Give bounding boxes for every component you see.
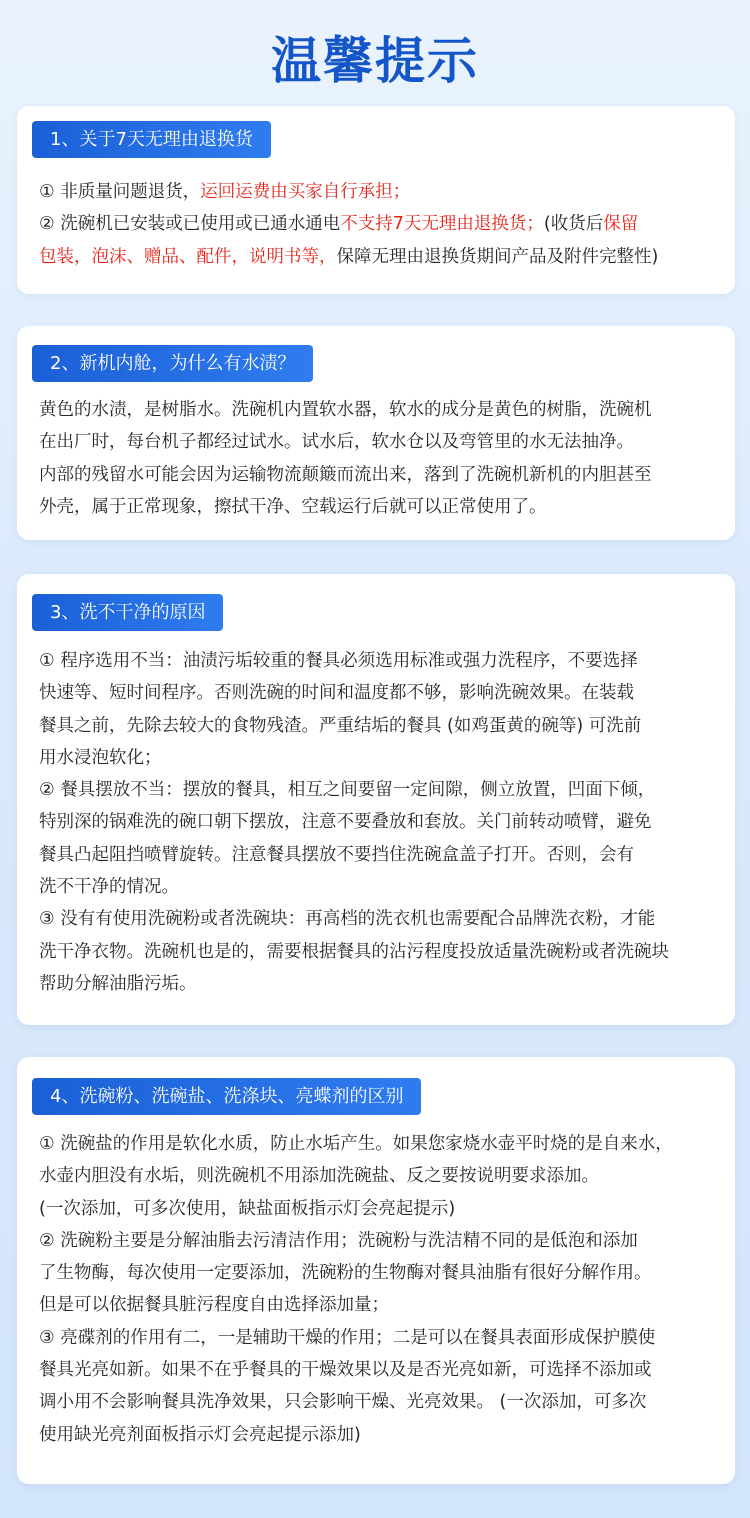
page-title: 温馨提示 bbox=[271, 32, 479, 90]
text-line bbox=[39, 645, 725, 677]
text-line bbox=[39, 968, 725, 1000]
section-body bbox=[39, 176, 725, 273]
section-body bbox=[39, 394, 725, 523]
highlight-text: 保留 bbox=[603, 214, 639, 235]
body-text: (一次添加，可多次使用，缺盐面板指示灯会亮起提示) bbox=[39, 1198, 456, 1219]
body-text: 外壳，属于正常现象，擦拭干净、空载运行后就可以正常使用了。 bbox=[39, 496, 547, 517]
section-body bbox=[39, 1128, 725, 1451]
body-text: 但是可以依据餐具脏污程度自由选择添加量； bbox=[39, 1295, 389, 1316]
text-line bbox=[39, 903, 725, 935]
body-text: ③ 没有有使用洗碗粉或者洗碗块：再高档的洗衣机也需要配合品牌洗衣粉，才能 bbox=[39, 909, 656, 930]
body-text: ② 洗碗粉主要是分解油脂去污清洁作用；洗碗粉与洗洁精不同的是低泡和添加 bbox=[39, 1230, 638, 1251]
text-line bbox=[39, 742, 725, 774]
body-text: 使用缺光亮剂面板指示灯会亮起提示添加) bbox=[39, 1424, 361, 1445]
body-text: 快速等、短时间程序。否则洗碗的时间和温度都不够，影响洗碗效果。在装载 bbox=[39, 683, 634, 704]
body-text: 了生物酶，每次使用一定要添加，洗碗粉的生物酶对餐具油脂有很好分解作用。 bbox=[39, 1263, 652, 1284]
section-card-water-stains bbox=[17, 326, 735, 540]
body-text: ① 程序选用不当：油渍污垢较重的餐具必须选用标准或强力洗程序，不要选择 bbox=[39, 651, 638, 671]
section-heading: 2、新机内舱，为什么有水渍？ bbox=[32, 345, 313, 382]
text-line bbox=[39, 710, 725, 742]
text-line bbox=[39, 1128, 725, 1160]
body-text: (收货后 bbox=[543, 214, 604, 235]
body-text: 餐具光亮如新。如果不在乎餐具的干燥效果以及是否光亮如新，可选择不添加或 bbox=[39, 1360, 652, 1381]
text-line bbox=[39, 1225, 725, 1257]
body-text: ② 餐具摆放不当：摆放的餐具，相互之间要留一定间隙，侧立放置，凹面下倾， bbox=[39, 780, 656, 801]
highlight-text: 不支持7天无理由退换货； bbox=[340, 214, 544, 235]
text-line bbox=[39, 1289, 725, 1321]
body-text: 用水浸泡软化； bbox=[39, 747, 162, 768]
text-line bbox=[39, 208, 725, 240]
text-line bbox=[39, 1354, 725, 1386]
text-line bbox=[39, 1193, 725, 1225]
section-heading: 3、洗不干净的原因 bbox=[32, 594, 223, 631]
text-line bbox=[39, 426, 725, 458]
body-text: 水壶内胆没有水垢，则洗碗机不用添加洗碗盐、反之要按说明要求添加。 bbox=[39, 1166, 599, 1187]
body-text: 黄色的水渍，是树脂水。洗碗机内置软水器，软水的成分是黄色的树脂，洗碗机 bbox=[39, 400, 652, 420]
text-line bbox=[39, 806, 725, 838]
section-card-unclean-reasons bbox=[17, 574, 735, 1025]
section-card-detergent-differences bbox=[17, 1057, 735, 1484]
body-text: ① 洗碗盐的作用是软化水质，防止水垢产生。如果您家烧水壶平时烧的是自来水， bbox=[39, 1134, 673, 1154]
body-text: ① 非质量问题退货， bbox=[39, 182, 201, 202]
text-line bbox=[39, 774, 725, 806]
text-line bbox=[39, 241, 725, 273]
section-heading: 4、洗碗粉、洗碗盐、洗涤块、亮蝶剂的区别 bbox=[32, 1078, 421, 1115]
text-line bbox=[39, 1322, 725, 1354]
body-text: 洗干净衣物。洗碗机也是的，需要根据餐具的沾污程度投放适量洗碗粉或者洗碗块 bbox=[39, 941, 669, 962]
body-text: 餐具之前，先除去较大的食物残渣。严重结垢的餐具 (如鸡蛋黄的碗等) 可洗前 bbox=[39, 715, 642, 736]
body-text: 在出厂时，每台机子都经过试水。试水后，软水仓以及弯管里的水无法抽净。 bbox=[39, 432, 634, 453]
body-text: 调小用不会影响餐具洗净效果，只会影响干燥、光亮效果。 (一次添加，可多次 bbox=[39, 1392, 647, 1413]
text-line bbox=[39, 1257, 725, 1289]
text-line bbox=[39, 1160, 725, 1192]
section-body bbox=[39, 645, 725, 1000]
text-line bbox=[39, 871, 725, 903]
body-text: ② 洗碗机已安装或已使用或已通水通电 bbox=[39, 214, 341, 235]
text-line bbox=[39, 677, 725, 709]
text-line bbox=[39, 394, 725, 426]
text-line bbox=[39, 839, 725, 871]
section-heading: 1、关于7天无理由退换货 bbox=[32, 121, 271, 158]
text-line bbox=[39, 176, 725, 208]
text-line bbox=[39, 1386, 725, 1418]
body-text: 洗不干净的情况。 bbox=[39, 877, 179, 898]
text-line bbox=[39, 459, 725, 491]
text-line bbox=[39, 491, 725, 523]
body-text: 餐具凸起阻挡喷臂旋转。注意餐具摆放不要挡住洗碗盒盖子打开。否则，会有 bbox=[39, 844, 634, 865]
highlight-text: 包装，泡沫、赠品、配件，说明书等， bbox=[39, 246, 337, 267]
text-line bbox=[39, 1419, 725, 1451]
body-text: 保障无理由退换货期间产品及附件完整性) bbox=[336, 246, 659, 267]
body-text: ③ 亮碟剂的作用有二，一是辅助干燥的作用；二是可以在餐具表面形成保护膜使 bbox=[39, 1327, 656, 1348]
body-text: 特别深的锅难洗的碗口朝下摆放，注意不要叠放和套放。关门前转动喷臂，避免 bbox=[39, 812, 652, 833]
highlight-text: 运回运费由买家自行承担； bbox=[200, 182, 411, 202]
section-card-return-policy bbox=[17, 106, 735, 294]
body-text: 帮助分解油脂污垢。 bbox=[39, 973, 197, 994]
text-line bbox=[39, 936, 725, 968]
body-text: 内部的残留水可能会因为运输物流颠簸而流出来，落到了洗碗机新机的内胆甚至 bbox=[39, 464, 652, 485]
